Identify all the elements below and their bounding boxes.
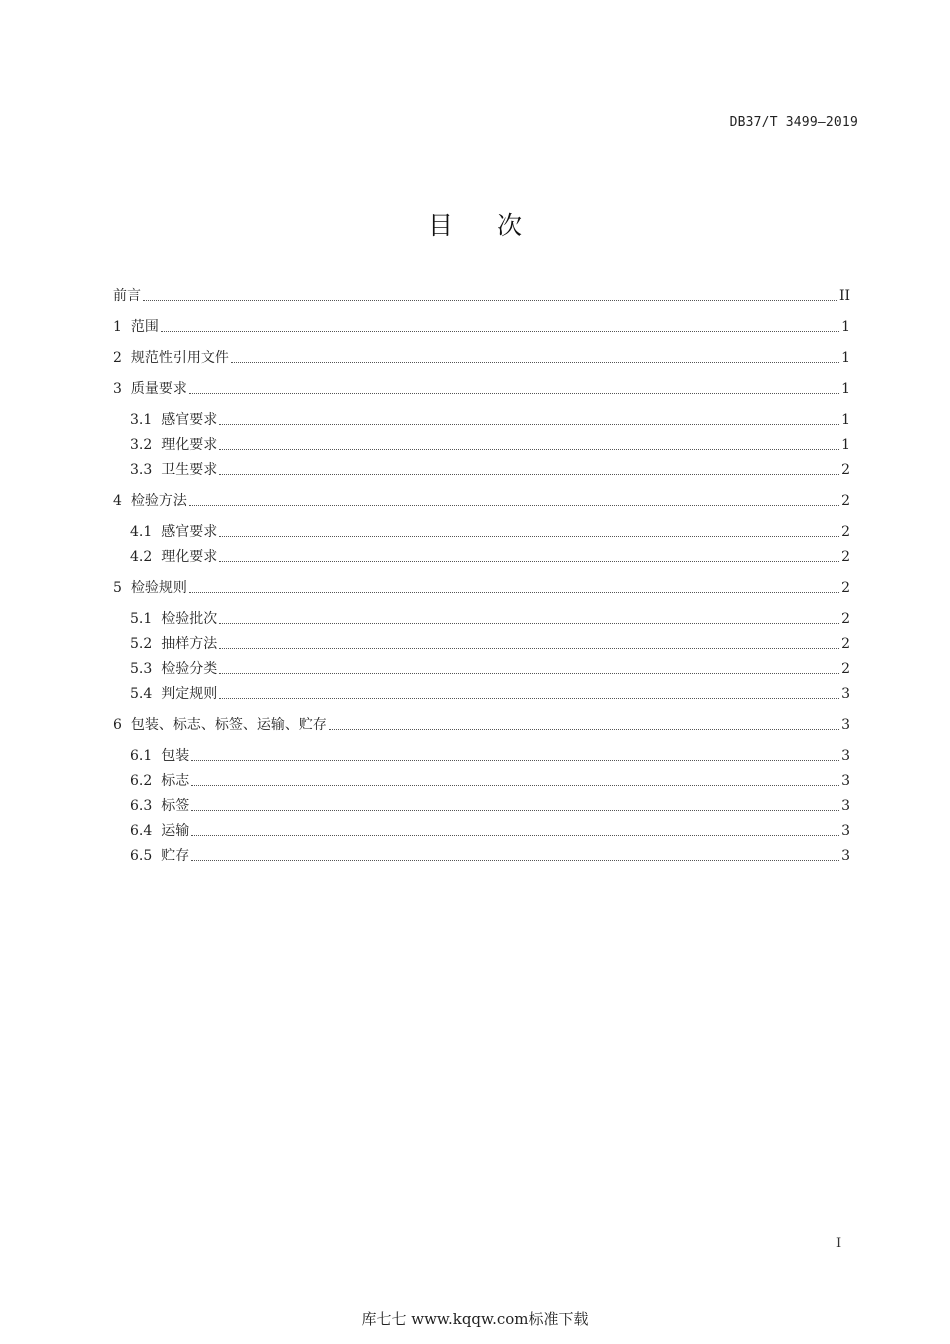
toc-leader <box>161 330 839 332</box>
toc-entry-number: 6.2 <box>130 773 153 789</box>
toc-leader <box>219 697 839 699</box>
toc-entry-label: 标志 <box>161 773 190 789</box>
toc-entry-label: 抽样方法 <box>161 636 218 652</box>
toc-entry-page: 1 <box>841 350 850 366</box>
toc-entry-number: 6.5 <box>130 848 153 864</box>
toc-entry-foreword[interactable] <box>113 286 850 306</box>
toc-entry-label: 检验规则 <box>130 580 187 596</box>
toc-entry-3-1[interactable] <box>113 410 850 430</box>
toc-entry-label: 理化要求 <box>161 549 218 565</box>
toc-entry-label: 理化要求 <box>161 437 218 453</box>
page-title-char-1: 目 <box>427 211 453 240</box>
toc-entry-number: 5.4 <box>130 686 153 702</box>
toc-leader <box>219 423 839 425</box>
toc-entry-label: 卫生要求 <box>161 462 218 478</box>
toc-entry-page: 2 <box>841 580 850 596</box>
toc-leader <box>189 591 839 593</box>
toc-entry-number: 2 <box>113 350 122 366</box>
toc-entry-6-3[interactable] <box>113 796 850 816</box>
toc-entry-number: 5 <box>113 580 122 596</box>
toc-entry-label: 感官要求 <box>161 524 218 540</box>
toc-entry-label: 包装、标志、标签、运输、贮存 <box>130 717 327 733</box>
toc-entry-label: 感官要求 <box>161 412 218 428</box>
toc-entry-2[interactable] <box>113 348 850 368</box>
toc-entry-page: 2 <box>841 462 850 478</box>
toc-entry-6-2[interactable] <box>113 771 850 791</box>
toc-entry-page: 1 <box>841 381 850 397</box>
toc-entry-number: 1 <box>113 319 122 335</box>
toc-leader <box>143 299 837 301</box>
toc-entry-number: 3.3 <box>130 462 153 478</box>
toc-entry-page: 2 <box>841 549 850 565</box>
toc-entry-4[interactable] <box>113 491 850 511</box>
toc-entry-6-1[interactable] <box>113 746 850 766</box>
toc-entry-page: 1 <box>841 319 850 335</box>
toc-entry-page: 3 <box>841 798 850 814</box>
toc-entry-3-3[interactable] <box>113 460 850 480</box>
toc-leader <box>231 361 839 363</box>
toc-entry-3-2[interactable] <box>113 435 850 455</box>
toc-entry-5-4[interactable] <box>113 684 850 704</box>
toc-leader <box>191 759 839 761</box>
page-number: I <box>836 1236 842 1251</box>
toc-entry-6-5[interactable] <box>113 846 850 866</box>
toc-entry-number: 6.4 <box>130 823 153 839</box>
toc-entry-page: 1 <box>841 437 850 453</box>
toc-entry-4-2[interactable] <box>113 547 850 567</box>
toc-entry-number: 6.3 <box>130 798 153 814</box>
toc-entry-5-3[interactable] <box>113 659 850 679</box>
toc-entry-label: 质量要求 <box>130 381 187 397</box>
toc-leader <box>191 784 839 786</box>
toc-leader <box>219 535 839 537</box>
toc-entry-3[interactable] <box>113 379 850 399</box>
toc-entry-5-1[interactable] <box>113 609 850 629</box>
footer-watermark: 库七七 www.kqqw.com标准下载 <box>361 1310 589 1328</box>
toc-entry-page: 1 <box>841 412 850 428</box>
toc-entry-label: 贮存 <box>161 848 190 864</box>
toc-entry-label: 规范性引用文件 <box>130 350 229 366</box>
document-code: DB37/T 3499—2019 <box>729 115 858 130</box>
toc-entry-number: 6.1 <box>130 748 153 764</box>
toc-entry-label: 前言 <box>113 288 141 304</box>
toc-entry-page: 2 <box>841 636 850 652</box>
toc-entry-page: 3 <box>841 773 850 789</box>
toc-leader <box>189 392 839 394</box>
toc-leader <box>219 473 839 475</box>
toc-leader <box>219 560 839 562</box>
toc-entry-4-1[interactable] <box>113 522 850 542</box>
toc-leader <box>191 834 839 836</box>
toc-leader <box>219 672 839 674</box>
toc-entry-page: 2 <box>841 661 850 677</box>
toc-entry-number: 4.1 <box>130 524 153 540</box>
toc-leader <box>189 504 839 506</box>
toc-entry-label: 运输 <box>161 823 190 839</box>
toc-entry-label: 检验分类 <box>161 661 218 677</box>
toc-entry-label: 判定规则 <box>161 686 218 702</box>
toc-entry-number: 4.2 <box>130 549 153 565</box>
toc-leader <box>219 622 839 624</box>
page-title <box>0 206 950 242</box>
toc-entry-page: 3 <box>841 686 850 702</box>
page-title-char-2: 次 <box>497 211 523 240</box>
toc-leader <box>219 647 839 649</box>
table-of-contents <box>113 286 850 866</box>
toc-entry-5[interactable] <box>113 578 850 598</box>
toc-entry-page: 3 <box>841 717 850 733</box>
toc-entry-number: 3.1 <box>130 412 153 428</box>
toc-entry-number: 5.1 <box>130 611 153 627</box>
toc-entry-6-4[interactable] <box>113 821 850 841</box>
toc-leader <box>191 859 839 861</box>
toc-entry-number: 5.2 <box>130 636 153 652</box>
toc-entry-number: 4 <box>113 493 122 509</box>
toc-entry-page: 2 <box>841 524 850 540</box>
toc-entry-label: 检验方法 <box>130 493 187 509</box>
toc-entry-number: 5.3 <box>130 661 153 677</box>
toc-entry-number: 6 <box>113 717 122 733</box>
toc-leader <box>329 728 839 730</box>
toc-entry-page: 2 <box>841 493 850 509</box>
toc-entry-page: II <box>838 288 850 304</box>
toc-entry-page: 3 <box>841 748 850 764</box>
toc-entry-6[interactable] <box>113 715 850 735</box>
toc-entry-label: 检验批次 <box>161 611 218 627</box>
toc-leader <box>191 809 839 811</box>
toc-entry-page: 3 <box>841 848 850 864</box>
toc-entry-number: 3.2 <box>130 437 153 453</box>
toc-entry-label: 包装 <box>161 748 190 764</box>
toc-entry-label: 标签 <box>161 798 190 814</box>
toc-entry-number: 3 <box>113 381 122 397</box>
toc-entry-5-2[interactable] <box>113 634 850 654</box>
toc-entry-page: 2 <box>841 611 850 627</box>
toc-entry-1[interactable] <box>113 317 850 337</box>
toc-leader <box>219 448 839 450</box>
toc-entry-label: 范围 <box>130 319 159 335</box>
toc-entry-page: 3 <box>841 823 850 839</box>
